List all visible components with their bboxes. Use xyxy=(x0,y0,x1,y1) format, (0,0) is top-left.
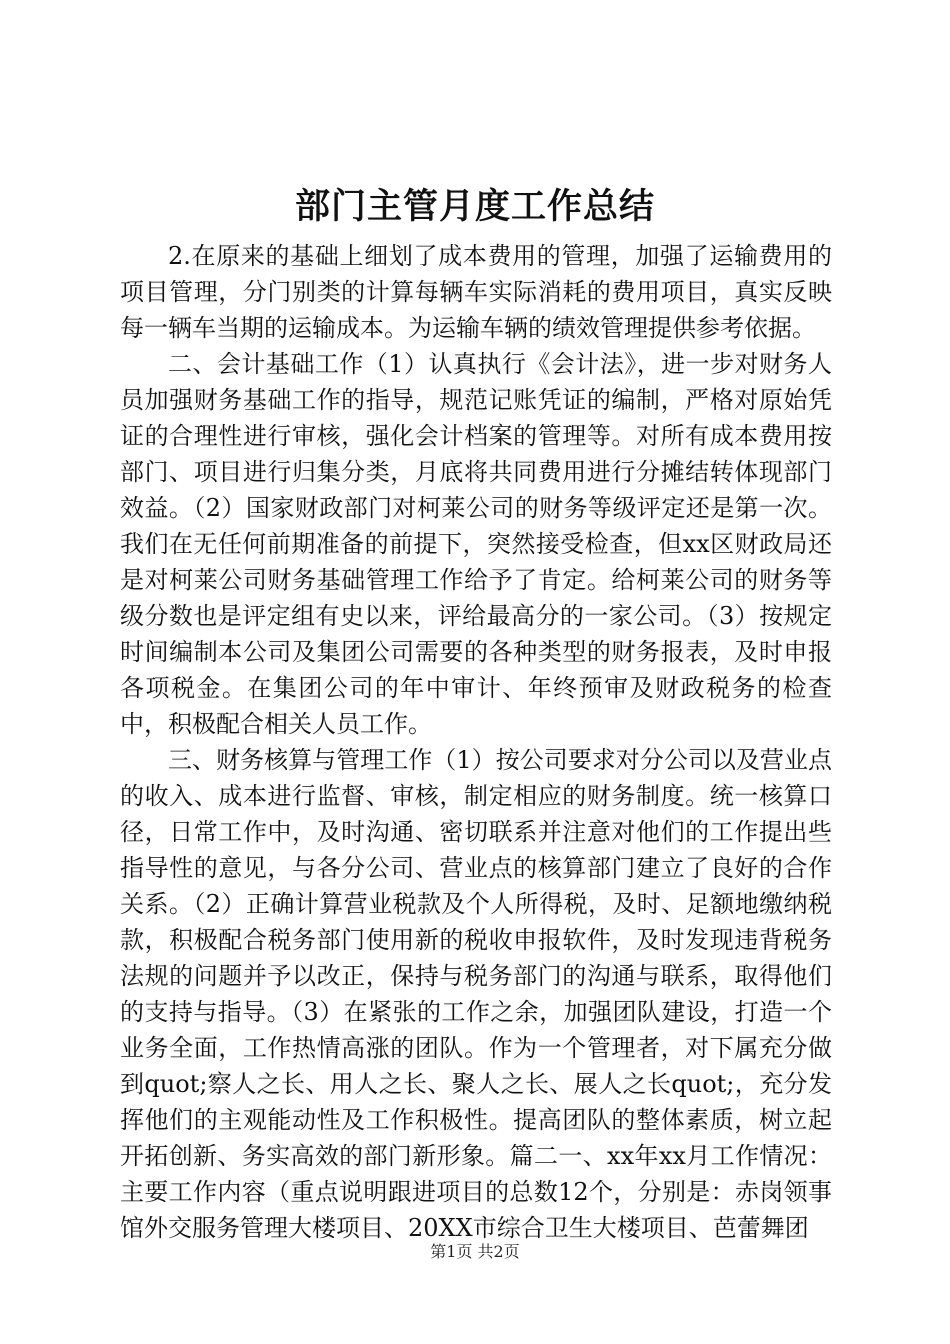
page-footer: 第1页 共2页 xyxy=(430,1242,520,1261)
paragraph-2: 二、会计基础工作（1）认真执行《会计法》，进一步对财务人员加强财务基础工作的指导，规范记账凭证的编制，严格对原始凭证的合理性进行审核，强化会计档案的管理等。对所有成本费用按部门、项目进行归集分类，月底将共同费用进行分摊结转体现部门效益。（2）国家财政部门对柯莱公司的财务等级评定还是第一次。我们在无任何前期准备的前提下，突然接受检查，但xx区财政局还是对柯莱公司财务基础管理工作给予了肯定。给柯莱公司的财务等级分数也是评定组有史以来，评给最高分的一家公司。（3）按规定时间编制本公司及集团公司需要的各种类型的财务报表，及时申报各项税金。在集团公司的年中审计、年终预审及财政税务的检查中，积极配合相关人员工作。 xyxy=(120,350,832,738)
document-body xyxy=(120,238,832,1246)
paragraph-3: 三、财务核算与管理工作（1）按公司要求对分公司以及营业点的收入、成本进行监督、审核，制定相应的财务制度。统一核算口径，日常工作中，及时沟通、密切联系并注意对他们的工作提出些指导性的意见，与各分公司、营业点的核算部门建立了良好的合作关系。（2）正确计算营业税款及个人所得税，及时、足额地缴纳税款，积极配合税务部门使用新的税收申报软件，及时发现违背税务法规的问题并予以改正，保持与税务部门的沟通与联系，取得他们的支持与指导。（3）在紧张的工作之余，加强团队建设，打造一个业务全面，工作热情高涨的团队。作为一个管理者，对下属充分做到quot;察人之长、用人之长、聚人之长、展人之长quot;，充分发挥他们的主观能动性及工作积极性。提高团队的整体素质，树立起开拓创新、务实高效的部门新形象。篇二一、xx年xx月工作情况：主要工作内容（重点说明跟进项目的总数12个，分别是：赤岗领事馆外交服务管理大楼项目、20XX市综合卫生大楼项目、芭蕾舞团 xyxy=(120,746,832,1242)
paragraph-1: 2.在原来的基础上细划了成本费用的管理，加强了运输费用的项目管理，分门别类的计算每辆车实际消耗的费用项目，真实反映每一辆车当期的运输成本。为运输车辆的绩效管理提供参考依据。 xyxy=(120,242,832,342)
document-title: 部门主管月度工作总结 xyxy=(294,186,655,227)
